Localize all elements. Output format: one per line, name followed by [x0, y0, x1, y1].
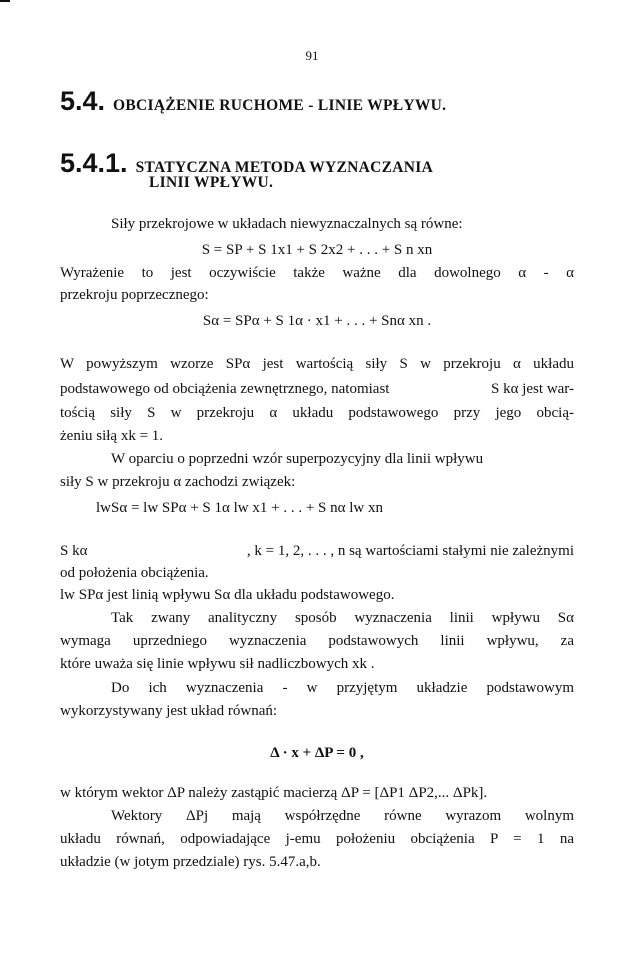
paragraph-line: W oparciu o poprzedni wzór superpozycyjny dla linii wpływu: [111, 451, 484, 467]
paragraph-line: lw SPα jest linią wpływu Sα dla układu podstawowego.: [60, 587, 395, 603]
paragraph-line: w którym wektor ΔP należy zastąpić macierzą ΔP = [ΔP1 ΔP2,... ΔPk].: [60, 785, 488, 801]
paragraph-line: tością siły S w przekroju α układu podstawowego przy jego obcią-: [60, 405, 574, 421]
paragraph-line: układzie (w jotym przedziale) rys. 5.47.a,b.: [60, 854, 321, 870]
paragraph-line: żeniu siłą xk = 1.: [60, 428, 164, 444]
paragraph-line-split: [60, 381, 574, 398]
paragraph-line: układu równań, odpowiadające j-emu położeniu obciążenia P = 1 na: [60, 831, 574, 847]
scan-corner-mark: [0, 0, 10, 2]
paragraph-fragment: S kα: [60, 543, 88, 559]
subsection-title-line2: LINII WPŁYWU.: [149, 174, 274, 191]
section-number: 5.4.: [60, 86, 106, 116]
paragraph-line: wymaga uprzedniego wyznaczenia podstawowych linii wpływu, za: [60, 633, 574, 649]
paragraph-line: siły S w przekroju α zachodzi związek:: [60, 474, 296, 490]
paragraph-line: które uważa się linie wpływu sił nadliczbowych xk .: [60, 656, 375, 672]
equation-4: Δ · x + ΔP = 0 ,: [270, 745, 364, 761]
paragraph-line: W powyższym wzorze SPα jest wartością siły S w przekroju α układu: [60, 356, 574, 372]
paragraph-line: od położenia obciążenia.: [60, 565, 209, 581]
equation-1: S = SP + S 1x1 + S 2x2 + . . . + S n xn: [201, 242, 433, 258]
paragraph-line: przekroju poprzecznego:: [60, 287, 209, 303]
paragraph-fragment: podstawowego od obciążenia zewnętrznego, natomiast: [60, 381, 390, 397]
paragraph-line: Wektory ΔPj mają współrzędne równe wyrazom wolnym: [111, 808, 574, 824]
section-heading: [60, 86, 446, 117]
equation-2: Sα = SPα + S 1α · x1 + . . . + Snα xn .: [202, 313, 432, 329]
paragraph-line: wykorzystywany jest układ równań:: [60, 703, 278, 719]
equation-3: lwSα = lw SPα + S 1α lw x1 + . . . + S nα lw xn: [96, 500, 383, 516]
paragraph-line-split: [60, 543, 574, 560]
paragraph-fragment: S kα jest war-: [491, 381, 574, 397]
paragraph-fragment: , k = 1, 2, . . . , n są wartościami stałymi nie zależnymi: [246, 543, 574, 559]
paragraph-line: Tak zwany analityczny sposób wyznaczenia linii wpływu Sα: [111, 610, 574, 626]
page-number: 91: [305, 48, 319, 63]
subsection-title-line1: STATYCZNA METODA WYZNACZANIA: [135, 159, 434, 176]
paragraph-line: Do ich wyznaczenia - w przyjętym układzie podstawowym: [111, 680, 574, 696]
paragraph-line: Wyrażenie to jest oczywiście także ważne dla dowolnego α - α: [60, 265, 574, 281]
paragraph-line: Siły przekrojowe w układach niewyznaczalnych są równe:: [111, 216, 463, 232]
subsection-number: 5.4.1.: [60, 148, 128, 178]
section-title: OBCIĄŻENIE RUCHOME - LINIE WPŁYWU.: [113, 97, 447, 114]
